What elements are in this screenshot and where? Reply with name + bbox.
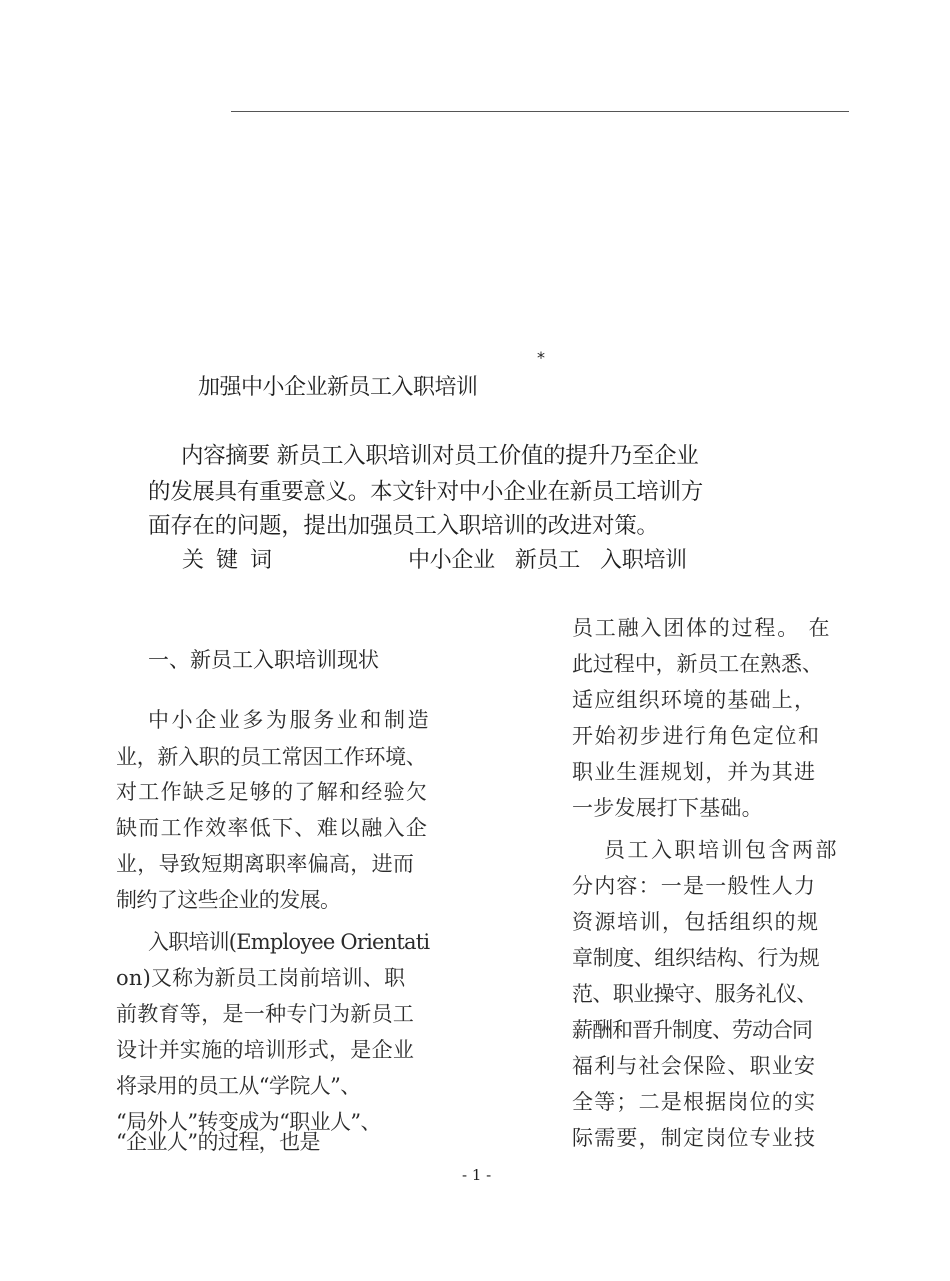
- left-col-line: “企业人”的过程，也是: [116, 1130, 320, 1154]
- right-col-line: 开始初步进行角色定位和: [572, 724, 821, 748]
- left-col-line: 缺而工作效率低下、难以融入企: [116, 816, 429, 840]
- left-col-line: 将录用的员工从“学院人”、: [116, 1074, 361, 1098]
- right-col-line: 分内容：一是一般性人力: [572, 874, 817, 898]
- right-col-line: 一步发展打下基础。: [572, 796, 763, 820]
- left-col-line: 对工作缺乏足够的了解和经验欠: [116, 780, 429, 804]
- abstract-line: 的发展具有重要意义。本文针对中小企业在新员工培训方: [148, 479, 704, 505]
- left-col-line: “局外人”转变成为“职业人”、: [116, 1110, 381, 1134]
- abstract-line: 面存在的问题，提出加强员工入职培训的改进对策。: [148, 513, 659, 539]
- right-col-line: 范、职业操守、服务礼仪、: [572, 982, 817, 1006]
- right-col-line: 此过程中，新员工在熟悉、: [572, 652, 823, 676]
- right-col-line: 全等；二是根据岗位的实: [572, 1090, 817, 1114]
- right-col-line: 员工融入团体的过程。 在: [572, 616, 832, 640]
- right-col-line: 际需要，制定岗位专业技: [572, 1126, 817, 1150]
- left-col-line: 入职培训(Employee Orientati: [148, 930, 430, 954]
- left-col-line: 制约了这些企业的发展。: [116, 888, 341, 912]
- header-rule: [231, 111, 849, 112]
- right-col-line: 章制度、组织结构、行为规: [572, 946, 820, 970]
- title-footnote-mark: *: [537, 348, 545, 367]
- left-col-line: 前教育等，是一种专门为新员工: [116, 1002, 415, 1026]
- left-col-line: on)又称为新员工岗前培训、职: [116, 966, 406, 990]
- left-col-line: 业，新入职的员工常因工作环境、: [116, 745, 427, 769]
- right-col-line: 资源培训，包括组织的规: [572, 910, 820, 934]
- left-col-line: 设计并实施的培训形式，是企业: [116, 1038, 415, 1062]
- left-col-line: 业，导致短期离职率偏高，进而: [116, 852, 415, 876]
- right-col-line: 职业生涯规划，并为其进: [572, 760, 817, 784]
- abstract-line: 内容摘要 新员工入职培训对员工价值的提升乃至企业: [181, 443, 699, 469]
- right-col-line: 福利与社会保险、职业安: [572, 1054, 817, 1078]
- left-col-line: 中小企业多为服务业和制造: [148, 708, 432, 732]
- section-heading: 一、新员工入职培训现状: [148, 648, 379, 672]
- right-col-line: 员工入职培训包含两部: [604, 838, 839, 862]
- right-col-line: 适应组织环境的基础上，: [572, 688, 817, 712]
- keywords-label: 关键词: [182, 548, 285, 573]
- right-col-line: 薪酬和晋升制度、劳动合同: [572, 1018, 812, 1042]
- page-title: 加强中小企业新员工入职培训: [198, 375, 478, 400]
- page-number: - 1 -: [462, 1166, 492, 1184]
- keywords-value: 中小企业 新员工 入职培训: [408, 548, 687, 573]
